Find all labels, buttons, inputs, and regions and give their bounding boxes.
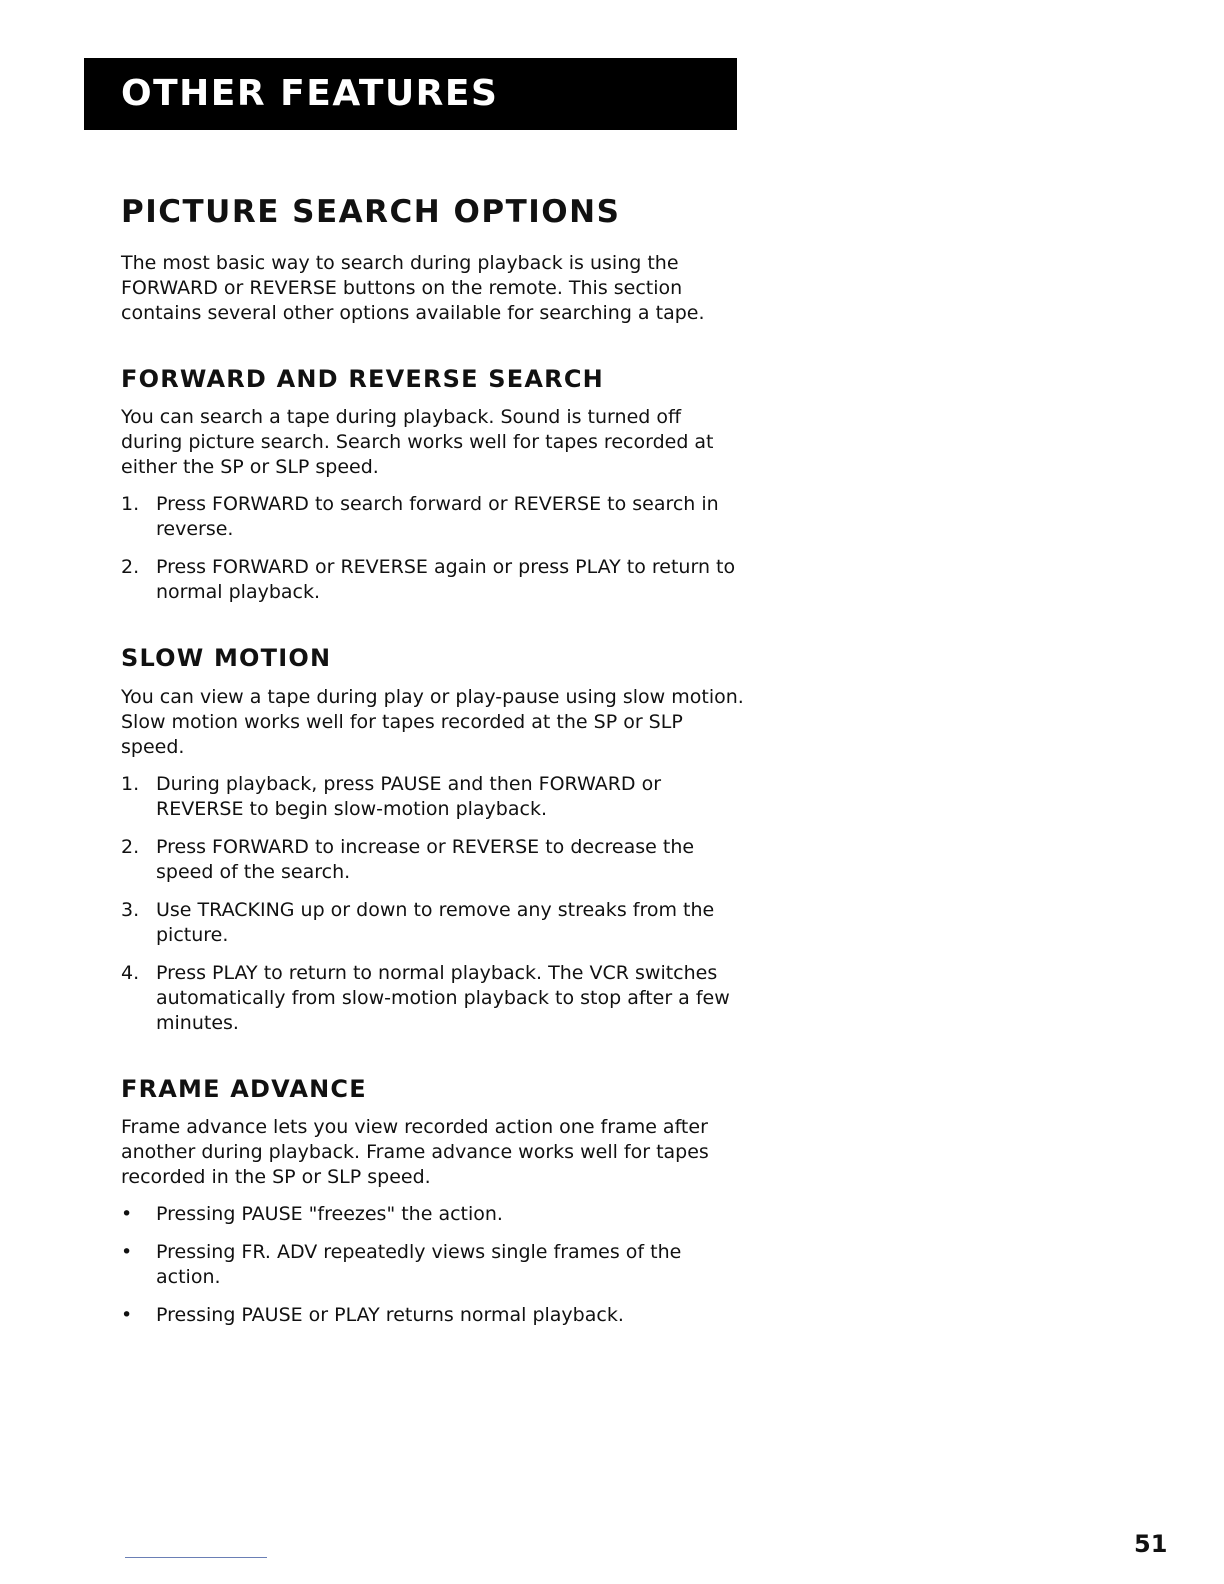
step-number: 2. bbox=[121, 835, 140, 858]
section-banner-title: OTHER FEATURES bbox=[121, 73, 499, 114]
bullet-marker: • bbox=[121, 1240, 133, 1263]
list-item bbox=[121, 835, 746, 885]
steps-slow-motion bbox=[121, 772, 746, 1036]
step-text: Press FORWARD or REVERSE again or press PLAY to return to normal playback. bbox=[156, 556, 736, 604]
bullets-frame-advance bbox=[121, 1202, 746, 1328]
footer-rule bbox=[125, 1557, 267, 1558]
bullet-text: Pressing PAUSE or PLAY returns normal playback. bbox=[156, 1303, 624, 1326]
step-text: During playback, press PAUSE and then FORWARD or REVERSE to begin slow-motion playback. bbox=[156, 772, 662, 820]
section-spacer bbox=[121, 326, 746, 364]
list-item bbox=[121, 898, 746, 948]
list-item bbox=[121, 492, 746, 542]
page-number: 51 bbox=[1134, 1530, 1168, 1558]
section-body-slow-motion: You can view a tape during play or play-pause using slow motion. Slow motion works well for tapes recorded at the SP or SLP speed. bbox=[121, 685, 744, 758]
step-text: Use TRACKING up or down to remove any streaks from the picture. bbox=[156, 898, 715, 946]
list-item bbox=[121, 555, 746, 605]
bullet-marker: • bbox=[121, 1202, 133, 1225]
step-number: 1. bbox=[121, 772, 140, 795]
bullet-marker: • bbox=[121, 1303, 133, 1326]
step-number: 4. bbox=[121, 961, 140, 984]
step-text: Press FORWARD to search forward or REVERSE to search in reverse. bbox=[156, 493, 719, 541]
step-number: 2. bbox=[121, 556, 140, 579]
list-item bbox=[121, 1202, 746, 1227]
step-text: Press FORWARD to increase or REVERSE to decrease the speed of the search. bbox=[156, 835, 695, 883]
step-text: Press PLAY to return to normal playback. The VCR switches automatically from slow-motion playback to stop after a few minutes. bbox=[156, 961, 730, 1034]
list-item bbox=[121, 1240, 746, 1290]
section-heading-frame-advance: FRAME ADVANCE bbox=[121, 1074, 367, 1103]
list-item bbox=[121, 1303, 746, 1328]
section-spacer bbox=[121, 1036, 746, 1074]
section-body-frame-advance: Frame advance lets you view recorded action one frame after another during playback. Frame advance works well for tapes recorded in the SP or SLP speed. bbox=[121, 1115, 709, 1188]
section-heading-forward-reverse: FORWARD AND REVERSE SEARCH bbox=[121, 365, 604, 394]
intro-paragraph: The most basic way to search during playback is using the FORWARD or REVERSE buttons on the remote. This section contains several other options available for searching a tape. bbox=[121, 252, 705, 325]
page-title: PICTURE SEARCH OPTIONS bbox=[121, 194, 621, 230]
page-content bbox=[121, 192, 746, 1328]
steps-forward-reverse bbox=[121, 492, 746, 605]
section-banner bbox=[84, 58, 737, 130]
bullet-text: Pressing PAUSE "freezes" the action. bbox=[156, 1202, 503, 1225]
step-number: 1. bbox=[121, 493, 140, 516]
section-spacer bbox=[121, 605, 746, 643]
step-number: 3. bbox=[121, 898, 140, 921]
section-body-forward-reverse: You can search a tape during playback. Sound is turned off during picture search. Search works well for tapes recorded at either the SP or SLP speed. bbox=[121, 406, 714, 479]
list-item bbox=[121, 772, 746, 822]
bullet-text: Pressing FR. ADV repeatedly views single frames of the action. bbox=[156, 1240, 682, 1288]
list-item bbox=[121, 961, 746, 1036]
section-heading-slow-motion: SLOW MOTION bbox=[121, 644, 332, 673]
